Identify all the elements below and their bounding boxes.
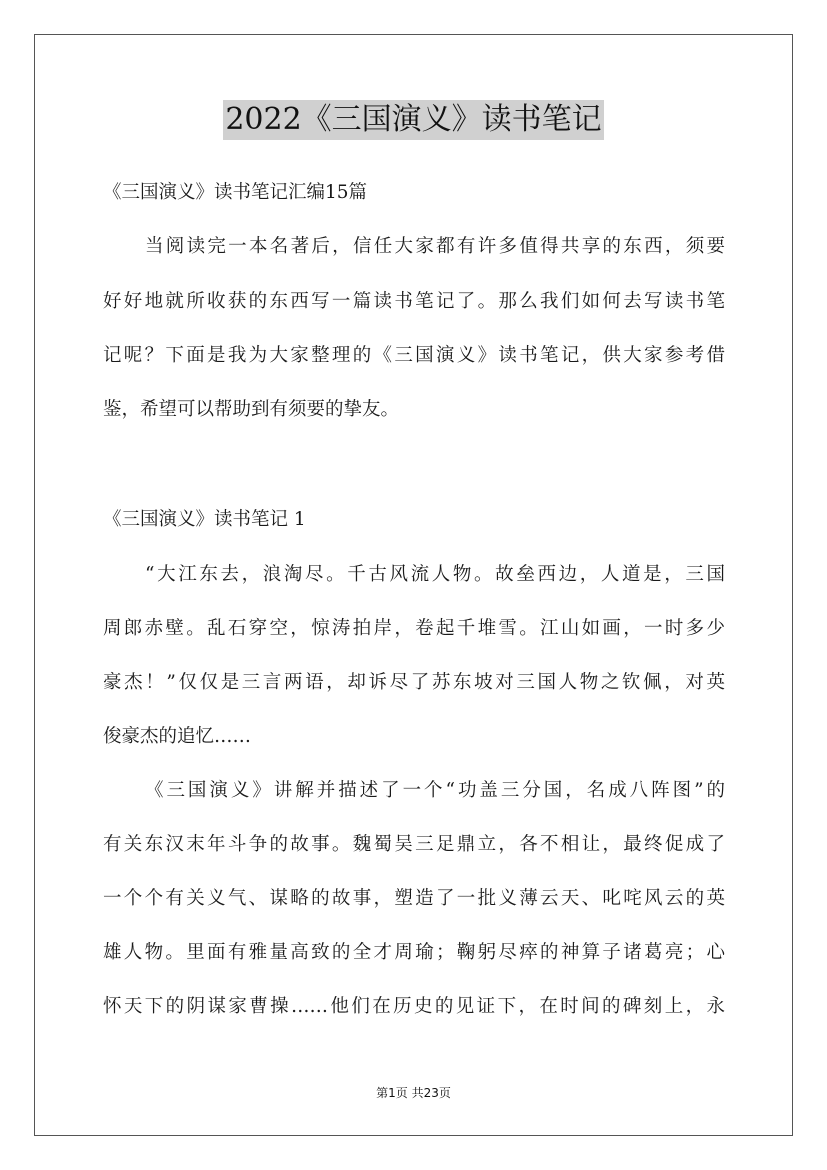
intro-line: 好好地就所收获的东西写一篇读书笔记了。那么我们如何去写读书笔 (103, 291, 725, 312)
paragraph-line: “大江东去，浪淘尽。千古风流人物。故垒西边，人道是，三国 (145, 564, 725, 585)
document-title: 2022《三国演义》读书笔记 (223, 100, 603, 140)
paragraph-line: 俊豪杰的追忆…… (103, 726, 252, 747)
paragraph-line: 有关东汉末年斗争的故事。魏蜀吴三足鼎立，各不相让，最终促成了 (103, 834, 725, 855)
section-heading: 《三国演义》读书笔记 1 (103, 509, 306, 530)
paragraph-line: 《三国演义》讲解并描述了一个“功盖三分国，名成八阵图”的 (145, 780, 725, 801)
paragraph-line: 周郎赤壁。乱石穿空，惊涛拍岸，卷起千堆雪。江山如画，一时多少 (103, 618, 725, 639)
page-number-footer: 第1页 共23页 (376, 1086, 451, 1100)
intro-line: 鉴，希望可以帮助到有须要的挚友。 (103, 399, 400, 420)
intro-line: 记呢？下面是我为大家整理的《三国演义》读书笔记，供大家参考借 (103, 345, 725, 366)
paragraph-line: 一个个有关义气、谋略的故事，塑造了一批义薄云天、叱咤风云的英 (103, 888, 725, 909)
document-title-block (0, 100, 827, 140)
paragraph-line: 豪杰！”仅仅是三言两语，却诉尽了苏东坡对三国人物之钦佩，对英 (103, 672, 725, 693)
paragraph-line: 怀天下的阴谋家曹操……他们在历史的见证下，在时间的碑刻上，永 (103, 996, 725, 1017)
document-subtitle: 《三国演义》读书笔记汇编15篇 (103, 182, 368, 203)
paragraph-line: 雄人物。里面有雅量高致的全才周瑜；鞠躬尽瘁的神算子诸葛亮；心 (103, 942, 725, 963)
intro-line: 当阅读完一本名著后，信任大家都有许多值得共享的东西，须要 (145, 236, 725, 257)
